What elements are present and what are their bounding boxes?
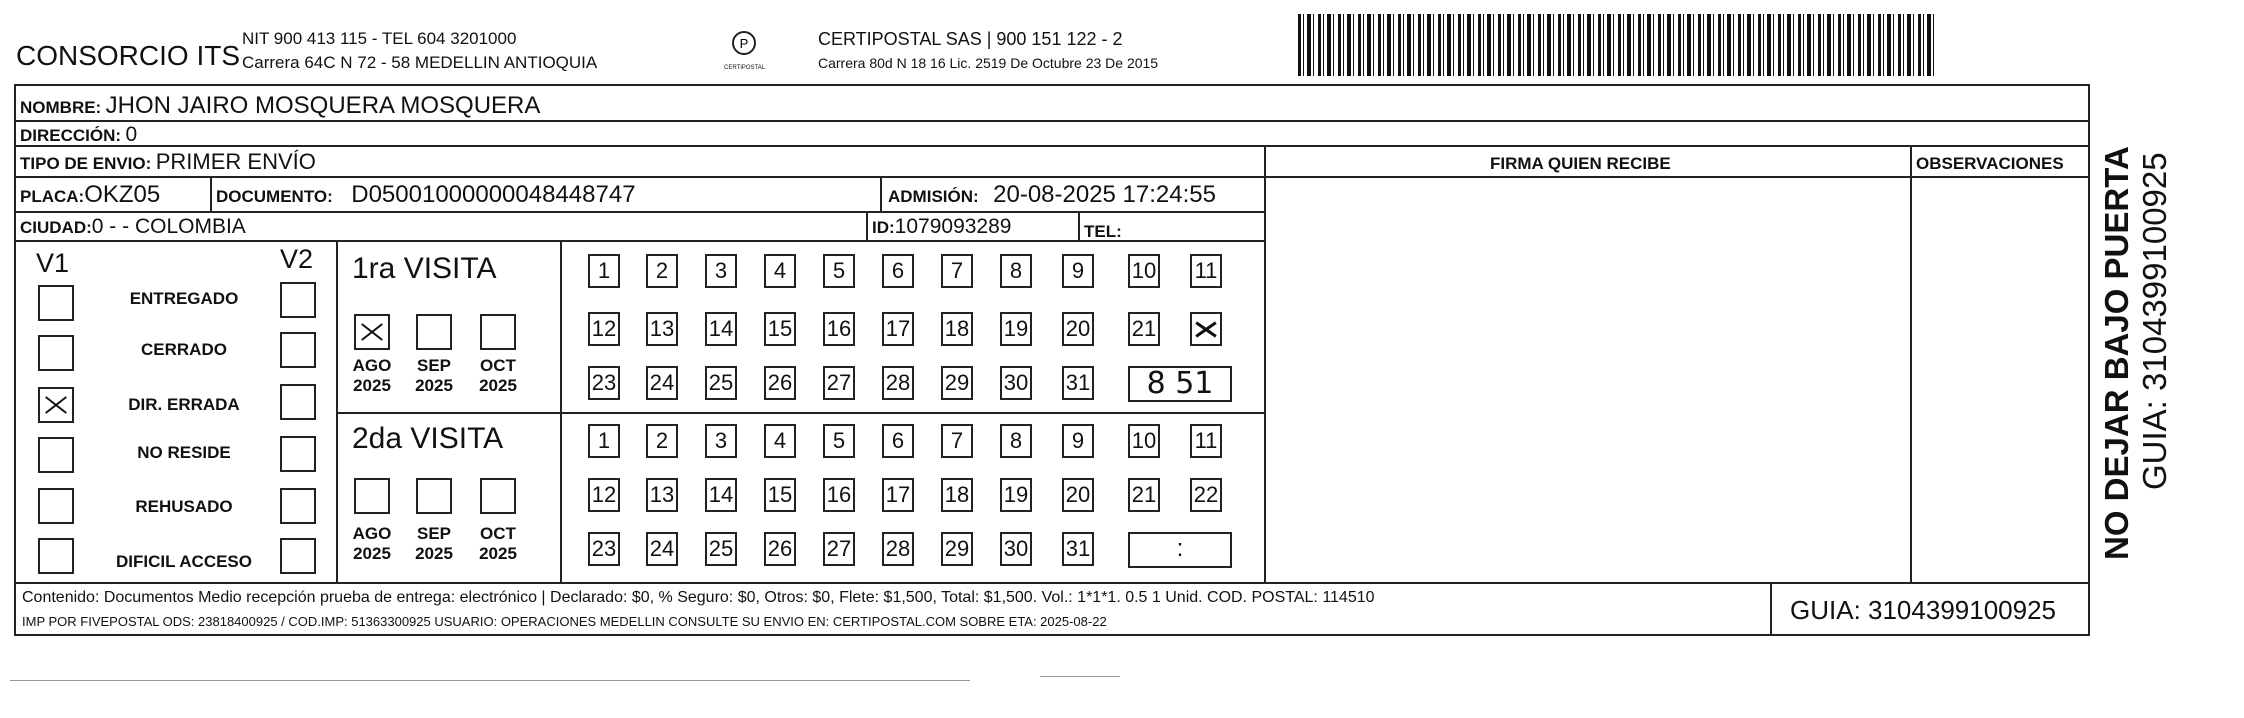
placa-value: OKZ05 [84,181,161,208]
visit2-day-11[interactable]: 11 [1190,424,1222,458]
status-entregado: ENTREGADO [129,289,239,308]
v2-checkbox-cerrado[interactable] [280,332,316,368]
observaciones-label: OBSERVACIONES [1916,154,2064,173]
visit1-day-9[interactable]: 9 [1062,254,1094,288]
visit1-day-1[interactable]: 1 [588,254,620,288]
direccion-label: DIRECCIÓN: [20,126,122,145]
v1-checkbox-cerrado[interactable] [38,335,74,371]
v1-checkbox-no-reside[interactable] [38,437,74,473]
visit1-day-31[interactable]: 31 [1062,366,1094,400]
tel-label: TEL: [1084,222,1122,241]
visit2-day-14[interactable]: 14 [705,478,737,512]
visit1-day-29[interactable]: 29 [941,366,973,400]
visit2-day-17[interactable]: 17 [882,478,914,512]
visit1-day-12[interactable]: 12 [588,312,620,346]
documento-label: DOCUMENTO: [216,187,333,206]
visit2-day-7[interactable]: 7 [941,424,973,458]
visit2-day-29[interactable]: 29 [941,532,973,566]
visit1-day-5[interactable]: 5 [823,254,855,288]
documento-value: D05001000000048448747 [351,181,636,208]
status-dir-errada: DIR. ERRADA [128,395,240,414]
footer-imp: IMP POR FIVEPOSTAL ODS: 23818400925 / COD.IMP: 51363300925 USUARIO: OPERACIONES MEDELLIN CONSULTE SU ENVIO EN: CERTIPOSTAL.COM SOBRE ETA: 2025-08-22 [22,614,1107,629]
visit1-day-19[interactable]: 19 [1000,312,1032,346]
status-no-reside: NO RESIDE [137,443,231,462]
status-rehusado: REHUSADO [135,497,233,516]
visit1-day-10[interactable]: 10 [1128,254,1160,288]
visit1-day-21[interactable]: 21 [1128,312,1160,346]
visit1-month-sep-checkbox[interactable] [416,314,452,350]
visit2-month-ago: AGO 2025 [352,524,392,563]
visit1-day-2[interactable]: 2 [646,254,678,288]
visit1-month-oct: OCT 2025 [479,356,517,395]
tipo-envio-value: PRIMER ENVÍO [155,149,316,174]
visit2-day-2[interactable]: 2 [646,424,678,458]
visit1-day-14[interactable]: 14 [705,312,737,346]
footer-contenido: Contenido: Documentos Medio recepción prueba de entrega: electrónico | Declarado: $0, % Seguro: $0, Otros: $0, Flete: $1,500, Total: $1,500. Vol.: 1*1*1. 0.5 1 Unid. COD. POSTAL: 114510 [22,589,1375,606]
visit2-month-oct: OCT 2025 [479,524,517,563]
visit2-day-9[interactable]: 9 [1062,424,1094,458]
v2-checkbox-dir-errada[interactable] [280,384,316,420]
visit2-day-15[interactable]: 15 [764,478,796,512]
footer-guia: GUIA: 3104399100925 [1790,595,2056,625]
visit2-day-30[interactable]: 30 [1000,532,1032,566]
status-cerrado: CERRADO [141,340,227,359]
firma-label: FIRMA QUIEN RECIBE [1490,154,1671,173]
visit2-month-ago-checkbox[interactable] [354,478,390,514]
id-label: ID: [872,218,895,237]
visit2-day-18[interactable]: 18 [941,478,973,512]
admision-label: ADMISIÓN: [888,187,979,206]
visit1-day-6[interactable]: 6 [882,254,914,288]
visit2-day-19[interactable]: 19 [1000,478,1032,512]
visit2-month-sep-checkbox[interactable] [416,478,452,514]
side-warning: NO DEJAR BAJO PUERTA [2098,146,2135,560]
visit1-day-17[interactable]: 17 [882,312,914,346]
visit1-day-27[interactable]: 27 [823,366,855,400]
visit1-month-sep: SEP 2025 [415,356,453,395]
status-dificil-acceso: DIFICIL ACCESO [115,552,252,571]
visit2-day-6[interactable]: 6 [882,424,914,458]
visit1-day-24[interactable]: 24 [646,366,678,400]
visit1-day-30[interactable]: 30 [1000,366,1032,400]
visit2-month-sep: SEP 2025 [415,524,453,563]
visit1-day-4[interactable]: 4 [764,254,796,288]
id-value: 1079093289 [894,215,1012,238]
visit2-day-20[interactable]: 20 [1062,478,1094,512]
visit2-day-24[interactable]: 24 [646,532,678,566]
carrier-name: CERTIPOSTAL SAS | 900 151 122 - 2 [818,29,1123,49]
visit1-day-8[interactable]: 8 [1000,254,1032,288]
nombre-label: NOMBRE: [20,98,102,117]
visit2-day-13[interactable]: 13 [646,478,678,512]
visit2-day-31[interactable]: 31 [1062,532,1094,566]
visit1-day-26[interactable]: 26 [764,366,796,400]
v2-checkbox-no-reside[interactable] [280,436,316,472]
visit1-day-15[interactable]: 15 [764,312,796,346]
company-name: CONSORCIO ITS [16,40,241,71]
visit2-day-10[interactable]: 10 [1128,424,1160,458]
visit1-day-11[interactable]: 11 [1190,254,1222,288]
visit1-month-oct-checkbox[interactable] [480,314,516,350]
visit1-time-box[interactable]: 8 51 [1128,366,1232,402]
visit1-title: 1ra VISITA [352,252,497,285]
visit2-month-oct-checkbox[interactable] [480,478,516,514]
visit2-day-28[interactable]: 28 [882,532,914,566]
visit1-day-22[interactable] [1190,312,1222,346]
company-address: Carrera 64C N 72 - 58 MEDELLIN ANTIOQUIA [242,53,598,72]
v1-checkbox-entregado[interactable] [38,285,74,321]
placa-label: PLACA: [20,187,85,206]
visit2-day-23[interactable]: 23 [588,532,620,566]
visit2-time-box[interactable]: : [1128,532,1232,568]
svg-text:P: P [739,36,749,51]
admision-value: 20-08-2025 17:24:55 [993,181,1216,208]
side-guia: GUIA: 3104399100925 [2136,152,2173,490]
visit1-day-3[interactable]: 3 [705,254,737,288]
ciudad-label: CIUDAD: [20,218,92,237]
v1-label: V1 [36,248,70,278]
certipostal-logo: P CERTIPOSTAL [724,30,764,71]
visit2-day-12[interactable]: 12 [588,478,620,512]
ciudad-value: 0 - - COLOMBIA [91,215,246,238]
visit2-day-22[interactable]: 22 [1190,478,1222,512]
visit2-day-1[interactable]: 1 [588,424,620,458]
visit1-day-20[interactable]: 20 [1062,312,1094,346]
direccion-value: 0 [125,123,138,146]
v2-checkbox-dificil-acceso[interactable] [280,538,316,574]
visit2-day-27[interactable]: 27 [823,532,855,566]
v1-checkbox-rehusado[interactable] [38,488,74,524]
barcode [1298,14,1938,76]
company-nit: NIT 900 413 115 - TEL 604 3201000 [242,29,517,48]
visit2-day-26[interactable]: 26 [764,532,796,566]
visit2-day-8[interactable]: 8 [1000,424,1032,458]
visit2-day-4[interactable]: 4 [764,424,796,458]
visit2-day-3[interactable]: 3 [705,424,737,458]
carrier-address: Carrera 80d N 18 16 Lic. 2519 De Octubre 23 De 2015 [818,55,1159,71]
visit2-title: 2da VISITA [352,422,504,455]
visit1-day-25[interactable]: 25 [705,366,737,400]
visit2-day-21[interactable]: 21 [1128,478,1160,512]
visit1-day-7[interactable]: 7 [941,254,973,288]
visit1-month-ago-checkbox[interactable] [354,314,390,350]
v2-checkbox-rehusado[interactable] [280,488,316,524]
tipo-envio-label: TIPO DE ENVIO: [20,154,152,173]
v1-checkbox-dificil-acceso[interactable] [38,538,74,574]
v2-label: V2 [280,244,314,274]
visit2-day-25[interactable]: 25 [705,532,737,566]
v1-checkbox-dir-errada[interactable] [38,387,74,423]
visit1-day-23[interactable]: 23 [588,366,620,400]
visit1-day-13[interactable]: 13 [646,312,678,346]
visit2-day-5[interactable]: 5 [823,424,855,458]
v2-checkbox-entregado[interactable] [280,282,316,318]
nombre-value: JHON JAIRO MOSQUERA MOSQUERA [105,92,541,119]
visit1-month-ago: AGO 2025 [352,356,392,395]
visit1-day-18[interactable]: 18 [941,312,973,346]
visit1-day-28[interactable]: 28 [882,366,914,400]
visit1-day-16[interactable]: 16 [823,312,855,346]
visit2-day-16[interactable]: 16 [823,478,855,512]
